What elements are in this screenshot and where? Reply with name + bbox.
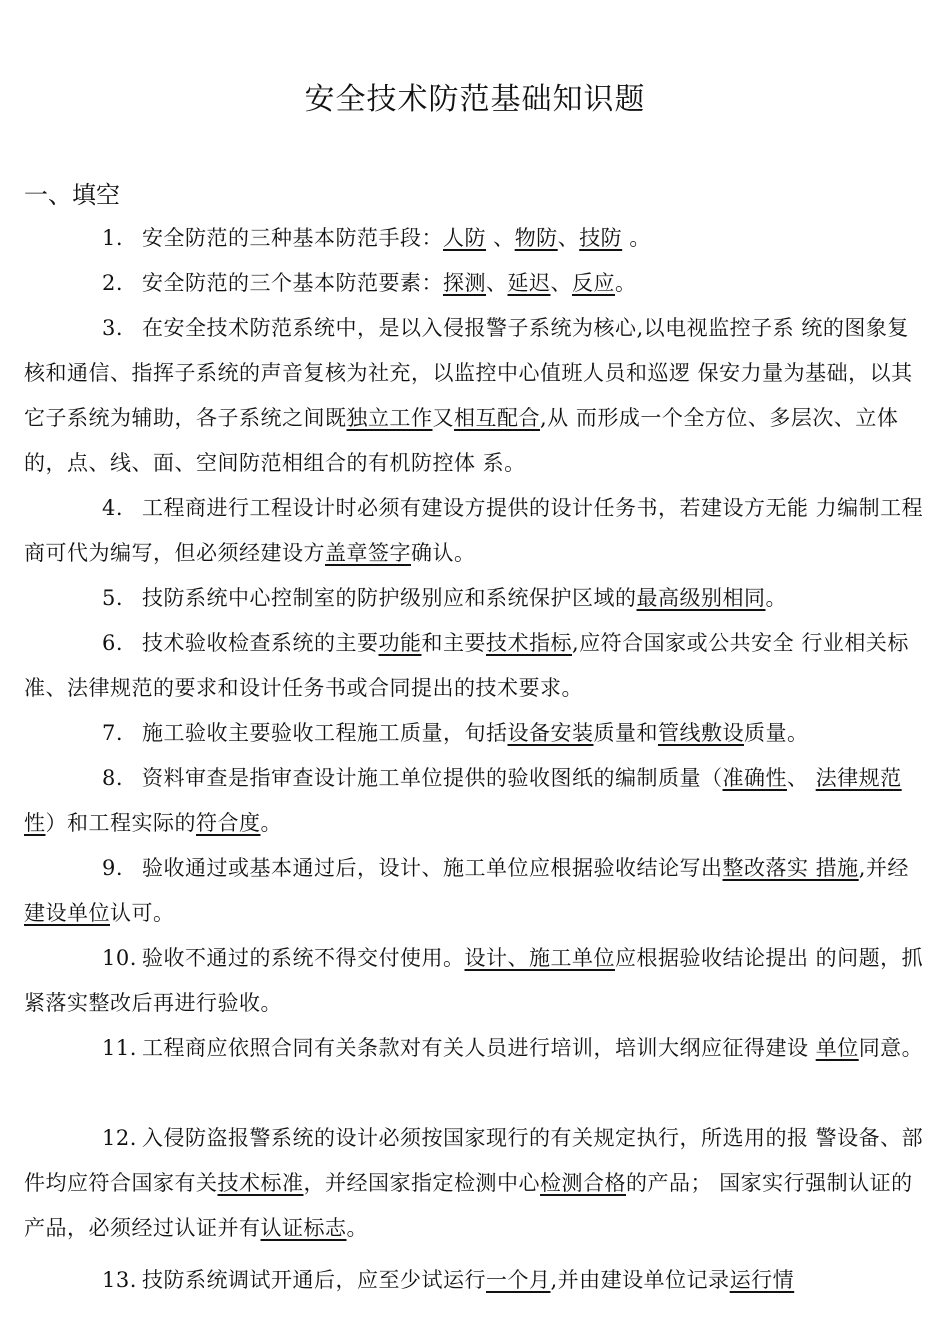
page-title: 安全技术防范基础知识题 bbox=[304, 82, 646, 117]
question-text: 验收不通过的系统不得交付使用。 bbox=[142, 946, 465, 970]
question-text: 技术验收检查系统的主要 bbox=[142, 631, 379, 655]
question-number: 4. bbox=[102, 496, 124, 520]
answer-blank: 管线敷设 bbox=[658, 721, 744, 745]
question-text: 和主要 bbox=[421, 631, 486, 655]
question-text: ，并经国家指定检测中心 bbox=[303, 1171, 540, 1195]
question-text: ）和工程实际的 bbox=[45, 811, 196, 835]
question-12 bbox=[24, 1116, 926, 1251]
answer-blank: 独立工作 bbox=[346, 406, 433, 430]
question-number: 6. bbox=[102, 631, 124, 655]
question-text: 、 bbox=[787, 766, 816, 790]
answer-blank: 建设单位 bbox=[24, 901, 110, 925]
answer-blank: 技术指标 bbox=[486, 631, 572, 655]
answer-blank: 一个月 bbox=[486, 1268, 551, 1292]
question-text: 技防系统调试开通后，应至少试运行 bbox=[142, 1268, 486, 1292]
answer-blank: 最高级别相同 bbox=[636, 586, 766, 610]
question-text: 施工验收主要验收工程施工质量，旬括 bbox=[142, 721, 508, 745]
question-number: 5. bbox=[102, 586, 124, 610]
question-text: 、 bbox=[550, 271, 572, 295]
question-text: 入侵防盗报警系统的设计必须按国家现行的有关规定执行，所选用的报 警设备、部件均应符合国家有关 bbox=[24, 1126, 924, 1195]
answer-blank: 技防 bbox=[579, 226, 623, 250]
answer-blank: 单位 bbox=[815, 1036, 859, 1060]
question-text: 。 bbox=[765, 586, 787, 610]
question-8 bbox=[24, 756, 926, 846]
question-text: 同意。 bbox=[858, 1036, 924, 1060]
question-6 bbox=[24, 621, 926, 711]
question-text: 安全防范的三个基本防范要素： bbox=[142, 271, 443, 295]
question-number: 3. bbox=[102, 316, 124, 340]
section-heading: 一、填空 bbox=[24, 181, 120, 209]
answer-blank: 技术标准 bbox=[217, 1171, 304, 1195]
question-11 bbox=[24, 1026, 926, 1071]
question-number: 7. bbox=[102, 721, 124, 745]
question-text: 确认。 bbox=[411, 541, 476, 565]
question-number: 8. bbox=[102, 766, 124, 790]
question-text: 。 bbox=[622, 226, 651, 250]
question-text: 应根据验收结论提出 的问题，抓紧落实整改后再进行验收。 bbox=[24, 946, 924, 1015]
answer-blank: 相互配合 bbox=[454, 406, 540, 430]
question-text: 、 bbox=[486, 271, 508, 295]
answer-blank: 物防 bbox=[514, 226, 558, 250]
question-text: 、 bbox=[486, 226, 515, 250]
answer-blank: 符合度 bbox=[196, 811, 261, 835]
question-10 bbox=[24, 936, 926, 1026]
answer-blank: 检测合格 bbox=[540, 1171, 626, 1195]
question-5 bbox=[24, 576, 926, 621]
question-4 bbox=[24, 486, 926, 576]
question-text: 工程商进行工程设计时必须有建设方提供的设计任务书，若建设方无能 力编制工程商可代为编写，但必须经建设方 bbox=[24, 496, 924, 565]
question-text: 的产品； 国家实行强制认证的产品，必须经过认证并有 bbox=[24, 1171, 913, 1240]
question-text: 安全防范的三种基本防范手段： bbox=[142, 226, 443, 250]
question-9 bbox=[24, 846, 926, 936]
question-text: 在安全技术防范系统中，是以入侵报警子系统为核心,以电视监控子系 统的图象复核和通信、指挥子系统的声音复核为社充，以监控中心值班人员和巡逻 保安力量为基础，以其它子系统为辅助，各子系统之间既 bbox=[24, 316, 913, 430]
question-text: 又 bbox=[432, 406, 454, 430]
answer-blank: 延迟 bbox=[507, 271, 551, 295]
question-7 bbox=[24, 711, 926, 756]
question-number: 10. bbox=[102, 946, 137, 970]
question-text: ,并由建设单位记录 bbox=[550, 1268, 730, 1292]
question-text: ,并经 bbox=[858, 856, 909, 880]
question-number: 11. bbox=[102, 1036, 137, 1060]
question-number: 13. bbox=[102, 1268, 137, 1292]
answer-blank: 设备安装 bbox=[507, 721, 594, 745]
question-text: 质量和 bbox=[593, 721, 658, 745]
question-text: 资料审查是指审查设计施工单位提供的验收图纸的编制质量（ bbox=[142, 766, 723, 790]
answer-blank: 反应 bbox=[572, 271, 615, 295]
answer-blank: 设计、施工单位 bbox=[464, 946, 615, 970]
question-text: 工程商应依照合同有关条款对有关人员进行培训，培训大纲应征得建设 bbox=[142, 1036, 816, 1060]
question-number: 12. bbox=[102, 1126, 137, 1150]
answer-blank: 功能 bbox=[378, 631, 422, 655]
question-text: ,从 而形成一个全方位、多层次、立体的，点、线、面、空间防范相组合的有机防控体 系。 bbox=[24, 406, 899, 475]
question-text: 验收通过或基本通过后，设计、施工单位应根据验收结论写出 bbox=[142, 856, 723, 880]
answer-blank: 认证标志 bbox=[260, 1216, 347, 1240]
question-text: 认可。 bbox=[110, 901, 175, 925]
question-text: 质量。 bbox=[744, 721, 809, 745]
answer-blank: 人防 bbox=[443, 226, 486, 250]
question-1 bbox=[24, 216, 926, 261]
question-text: 。 bbox=[615, 271, 637, 295]
question-text: 。 bbox=[346, 1216, 368, 1240]
answer-blank: 整改落实 措施 bbox=[722, 856, 859, 880]
answer-blank: 法律规范性 bbox=[24, 766, 902, 835]
answer-blank: 探测 bbox=[443, 271, 486, 295]
question-text: 、 bbox=[557, 226, 580, 250]
question-text: ,应符合国家或公共安全 行业相关标准、法律规范的要求和设计任务书或合同提出的技术要求。 bbox=[24, 631, 909, 700]
question-text: 技防系统中心控制室的防护级别应和系统保护区域的 bbox=[142, 586, 637, 610]
question-text: 。 bbox=[260, 811, 282, 835]
question-2 bbox=[24, 261, 926, 306]
question-number: 2. bbox=[102, 271, 124, 295]
answer-blank: 盖章签字 bbox=[325, 541, 411, 565]
question-number: 1. bbox=[102, 226, 124, 250]
question-3 bbox=[24, 306, 926, 486]
question-13 bbox=[24, 1258, 926, 1303]
answer-blank: 准确性 bbox=[722, 766, 787, 790]
question-number: 9. bbox=[102, 856, 124, 880]
answer-blank: 运行情 bbox=[729, 1268, 795, 1292]
